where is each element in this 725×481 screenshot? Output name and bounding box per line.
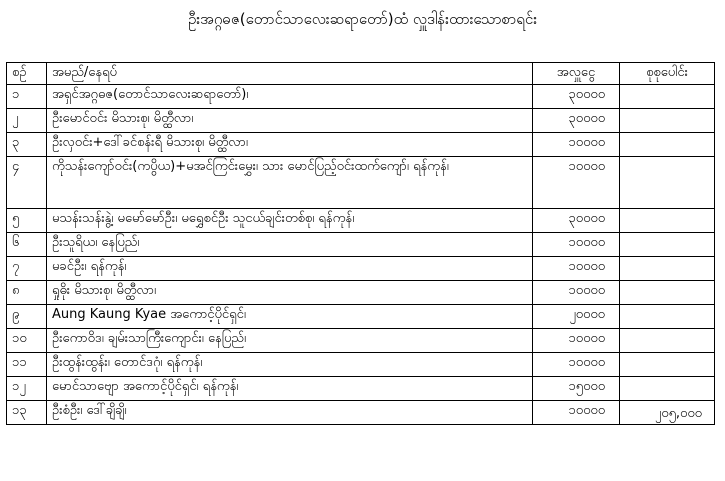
row-number: ၂ — [7, 109, 47, 133]
donor-name: Aung Kaung Kyae အကောင့်ပိုင်ရှင်၊ — [47, 305, 533, 329]
table-row — [7, 109, 715, 133]
header-no: စဉ် — [7, 63, 47, 85]
total-cell — [620, 157, 715, 209]
donation-amount: ၁၀၀၀၀ — [533, 233, 620, 257]
total-cell — [620, 353, 715, 377]
donation-table — [6, 62, 715, 425]
donor-name: အရှင်အဂ္ဂဓဇ(တောင်သာလေးဆရာတော်)၊ — [47, 85, 533, 109]
total-cell — [620, 377, 715, 401]
donation-amount: ၂၀၀၀၀ — [533, 305, 620, 329]
total-cell — [620, 329, 715, 353]
donation-amount: ၃၀၀၀၀ — [533, 85, 620, 109]
donation-amount: ၃၀၀၀၀ — [533, 209, 620, 233]
row-number: ၁၂ — [7, 377, 47, 401]
donation-amount: ၁၅၀၀၀ — [533, 377, 620, 401]
donation-amount: ၁၀၀၀၀ — [533, 157, 620, 209]
document-title: ဦးအဂ္ဂဓဇ(တောင်သာလေးဆရာတော်)ထံ လှူဒါန်းထားသောစာရင်း — [187, 10, 538, 28]
row-number: ၃ — [7, 133, 47, 157]
header-name: အမည်/နေရပ် — [47, 63, 533, 85]
row-number: ၉ — [7, 305, 47, 329]
row-number: ၁၁ — [7, 353, 47, 377]
total-cell — [620, 257, 715, 281]
grand-total: ၂၀၅,၀၀၀ — [620, 401, 715, 425]
donation-amount: ၁၀၀၀၀ — [533, 257, 620, 281]
donation-amount: ၃၀၀၀၀ — [533, 109, 620, 133]
table-row — [7, 133, 715, 157]
row-number: ၁၀ — [7, 329, 47, 353]
donation-amount: ၁၀၀၀၀ — [533, 281, 620, 305]
table-row — [7, 377, 715, 401]
table-row — [7, 305, 715, 329]
table-row — [7, 233, 715, 257]
donation-amount: ၁၀၀၀၀ — [533, 401, 620, 425]
total-cell — [620, 233, 715, 257]
donor-name: မခင်ဦး၊ ရန်ကုန်၊ — [47, 257, 533, 281]
header-amount: အလှူငွေ — [533, 63, 620, 85]
donor-name: ကိုသန်းကျော်ဝင်း(ကပွိယ)+မအင်ကြင်းမွှေး၊ သား မောင်ပြည့်ဝင်းထက်ကျော်၊ ရန်ကုန်၊ — [47, 157, 533, 209]
table-row — [7, 209, 715, 233]
donor-name: ဦးထွန်းထွန်း၊ တောင်ဒဂုံ၊ ရန်ကုန်၊ — [47, 353, 533, 377]
table-header-row — [7, 63, 715, 85]
donation-amount: ၁၀၀၀၀ — [533, 329, 620, 353]
table-row — [7, 353, 715, 377]
donor-name: ဦးကောဝိဒ၊ ချမ်းသာကြီးကျောင်း၊ နေပြည်၊ — [47, 329, 533, 353]
total-cell — [620, 305, 715, 329]
table-row — [7, 281, 715, 305]
table-row — [7, 85, 715, 109]
donor-name: ရှုဓိုး မိသားစု၊ မိတ္ထီလာ၊ — [47, 281, 533, 305]
row-number: ၇ — [7, 257, 47, 281]
table-row — [7, 329, 715, 353]
total-cell — [620, 281, 715, 305]
total-cell — [620, 133, 715, 157]
row-number: ၁၃ — [7, 401, 47, 425]
row-number: ၄ — [7, 157, 47, 209]
total-cell — [620, 209, 715, 233]
table-row — [7, 257, 715, 281]
donor-name: ဦးစံဦး၊ ဒေါ်ချိချိ၊ — [47, 401, 533, 425]
row-number: ၅ — [7, 209, 47, 233]
donor-name: မောင်သာဗျော အကောင့်ပိုင်ရှင်၊ ရန်ကုန်၊ — [47, 377, 533, 401]
row-number: ၁ — [7, 85, 47, 109]
total-cell — [620, 109, 715, 133]
header-total: စုစုပေါင်း — [620, 63, 715, 85]
table-row — [7, 401, 715, 425]
donor-name: ဦးသူရိယ၊ နေပြည်၊ — [47, 233, 533, 257]
donor-name: မသန်းသန်းနွဲ့၊ မမော်မော်ဦး၊ မရွှေစင်ဦး သူငယ်ချင်းတစ်စု၊ ရန်ကုန်၊ — [47, 209, 533, 233]
donor-name: ဦးလှဝင်း+ဒေါ်ခင်စန်းရီ မိသားစု၊ မိတ္ထီလာ၊ — [47, 133, 533, 157]
donation-amount: ၁၀၀၀၀ — [533, 353, 620, 377]
row-number: ၈ — [7, 281, 47, 305]
donation-amount: ၁၀၀၀၀ — [533, 133, 620, 157]
row-number: ၆ — [7, 233, 47, 257]
total-cell — [620, 85, 715, 109]
table-row — [7, 157, 715, 209]
donor-name: ဦးမောင်ဝင်း မိသားစု၊ မိတ္ထီလာ၊ — [47, 109, 533, 133]
